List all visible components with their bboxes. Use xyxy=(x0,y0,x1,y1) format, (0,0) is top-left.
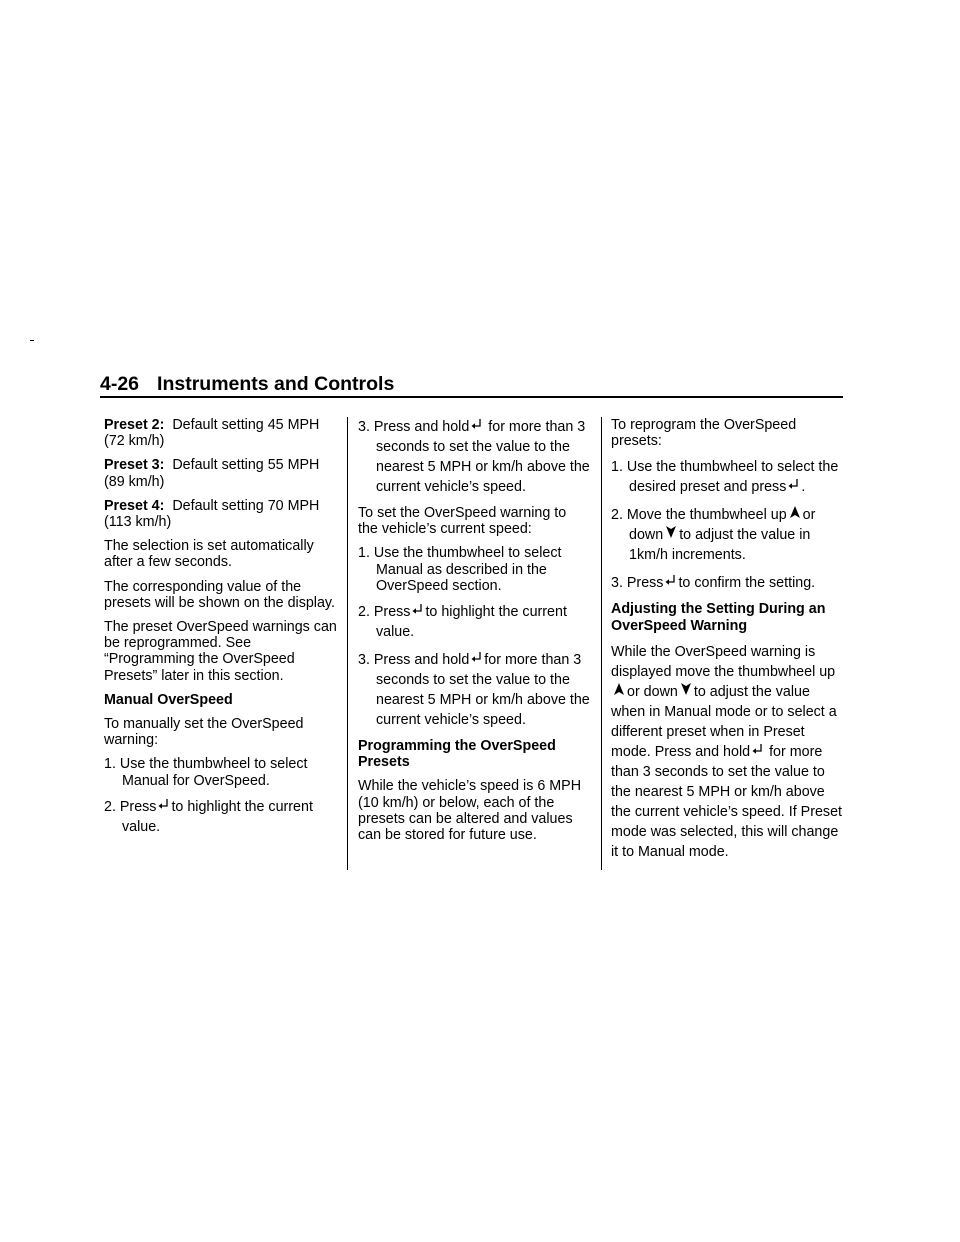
enter-icon xyxy=(412,603,423,617)
crop-mark xyxy=(30,340,34,341)
manual-step-3-a: 3. Press and hold xyxy=(358,419,470,435)
enter-icon xyxy=(788,478,799,492)
enter-icon xyxy=(471,651,482,665)
current-step-3-a: 3. Press and hold xyxy=(358,652,470,669)
current-step-2-b: to highlight the current value. xyxy=(376,604,567,641)
preset-3-text: Default setting 55 MPH (89 km/h) xyxy=(104,457,320,490)
enter-icon xyxy=(665,574,676,588)
reprogram-step-1-b: . xyxy=(801,479,806,496)
reprogram-step-3 xyxy=(611,573,847,593)
manual-step-2-a: 2. Press xyxy=(104,798,157,815)
reprogram-step-1 xyxy=(611,457,847,497)
up-triangle-icon xyxy=(789,505,801,519)
current-speed-intro: To set the OverSpeed warning to the vehicle’s current speed: xyxy=(358,505,567,538)
preset-4-label: Preset 4: xyxy=(104,497,165,514)
preset-4-text: Default setting 70 MPH (113 km/h) xyxy=(104,497,320,531)
reprogram-step-3-b: to confirm the setting. xyxy=(678,575,816,592)
reprogram-step-2-a: 2. Move the thumbwheel up xyxy=(611,507,787,524)
programming-paragraph: While the vehicle’s speed is 6 MPH (10 km/h) or below, each of the presets can be altered and values can be stored for future use. xyxy=(358,778,582,844)
preset-3-label: Preset 3: xyxy=(104,457,165,474)
preset-2-label: Preset 2: xyxy=(104,417,165,433)
auto-selection-paragraph: The selection is set automatically after a few seconds. xyxy=(104,538,314,571)
manual-step-2-b: to highlight the current value. xyxy=(122,798,313,835)
column-1 xyxy=(104,417,342,845)
section-title: Instruments and Controls xyxy=(157,373,395,395)
adjusting-paragraph xyxy=(611,642,847,862)
reprogram-step-2-c: to adjust the value in 1km/h increments. xyxy=(629,527,811,564)
reprogram-step-2 xyxy=(611,505,847,565)
manual-step-3 xyxy=(358,417,590,497)
header-title-line xyxy=(100,372,394,396)
manual-step-2 xyxy=(104,797,342,837)
column-2 xyxy=(358,417,590,851)
current-step-2 xyxy=(358,602,590,642)
reprogram-intro: To reprogram the OverSpeed presets: xyxy=(611,417,797,450)
adjusting-text-d: for more than 3 seconds to set the value to the nearest 5 MPH or km/h above the current vehicle’s speed. If Preset mode was selected, this will change it to Manual mode. xyxy=(611,743,842,860)
reprogram-step-2-b: or down xyxy=(629,507,816,544)
page-number: 4-26 xyxy=(100,373,140,395)
enter-icon xyxy=(158,798,169,812)
enter-icon xyxy=(471,418,482,432)
adjusting-text-b: or down xyxy=(627,683,678,700)
down-triangle-icon xyxy=(665,525,677,539)
current-step-3 xyxy=(358,650,590,730)
current-step-2-a: 2. Press xyxy=(358,604,411,621)
manual-step-1: 1. Use the thumbwheel to select Manual for OverSpeed. xyxy=(104,756,308,789)
current-step-1: 1. Use the thumbwheel to select Manual as described in the OverSpeed section. xyxy=(358,545,562,594)
header-rule xyxy=(100,396,843,398)
adjusting-heading: Adjusting the Setting During an OverSpeed Warning xyxy=(611,601,826,634)
enter-icon xyxy=(752,743,763,757)
current-step-3-b: for more than 3 seconds to set the value to the nearest 5 MPH or km/h above the current vehicle’s speed. xyxy=(376,652,590,729)
column-divider-2 xyxy=(601,417,602,870)
up-triangle-icon xyxy=(613,682,625,696)
reprogram-step-3-a: 3. Press xyxy=(611,575,664,592)
adjusting-text-c: to adjust the value when in Manual mode or to select a different preset when in Preset mode. Press and hold xyxy=(611,683,837,760)
column-3 xyxy=(611,417,847,870)
preset-2-text: Default setting 45 MPH (72 km/h) xyxy=(104,417,320,450)
manual-overspeed-heading: Manual OverSpeed xyxy=(104,691,233,708)
corresponding-value-paragraph: The corresponding value of the presets will be shown on the display. xyxy=(104,578,335,611)
down-triangle-icon xyxy=(680,682,692,696)
programming-heading: Programming the OverSpeed Presets xyxy=(358,738,556,771)
reprogram-step-1-a: 1. Use the thumbwheel to select the desired preset and press xyxy=(611,459,839,496)
manual-intro-paragraph: To manually set the OverSpeed warning: xyxy=(104,716,304,749)
page-header xyxy=(100,372,843,396)
column-divider-1 xyxy=(347,417,348,870)
preset-2-entry xyxy=(104,417,342,449)
preset-3-entry xyxy=(104,457,342,489)
adjusting-text-a: While the OverSpeed warning is displayed move the thumbwheel up xyxy=(611,643,836,680)
preset-4-entry xyxy=(104,498,342,530)
reprogram-paragraph: The preset OverSpeed warnings can be reprogrammed. See “Programming the OverSpeed Presets” later in this section. xyxy=(104,619,337,684)
manual-step-3-b: for more than 3 seconds to set the value to the nearest 5 MPH or km/h above the current vehicle’s speed. xyxy=(376,419,590,495)
